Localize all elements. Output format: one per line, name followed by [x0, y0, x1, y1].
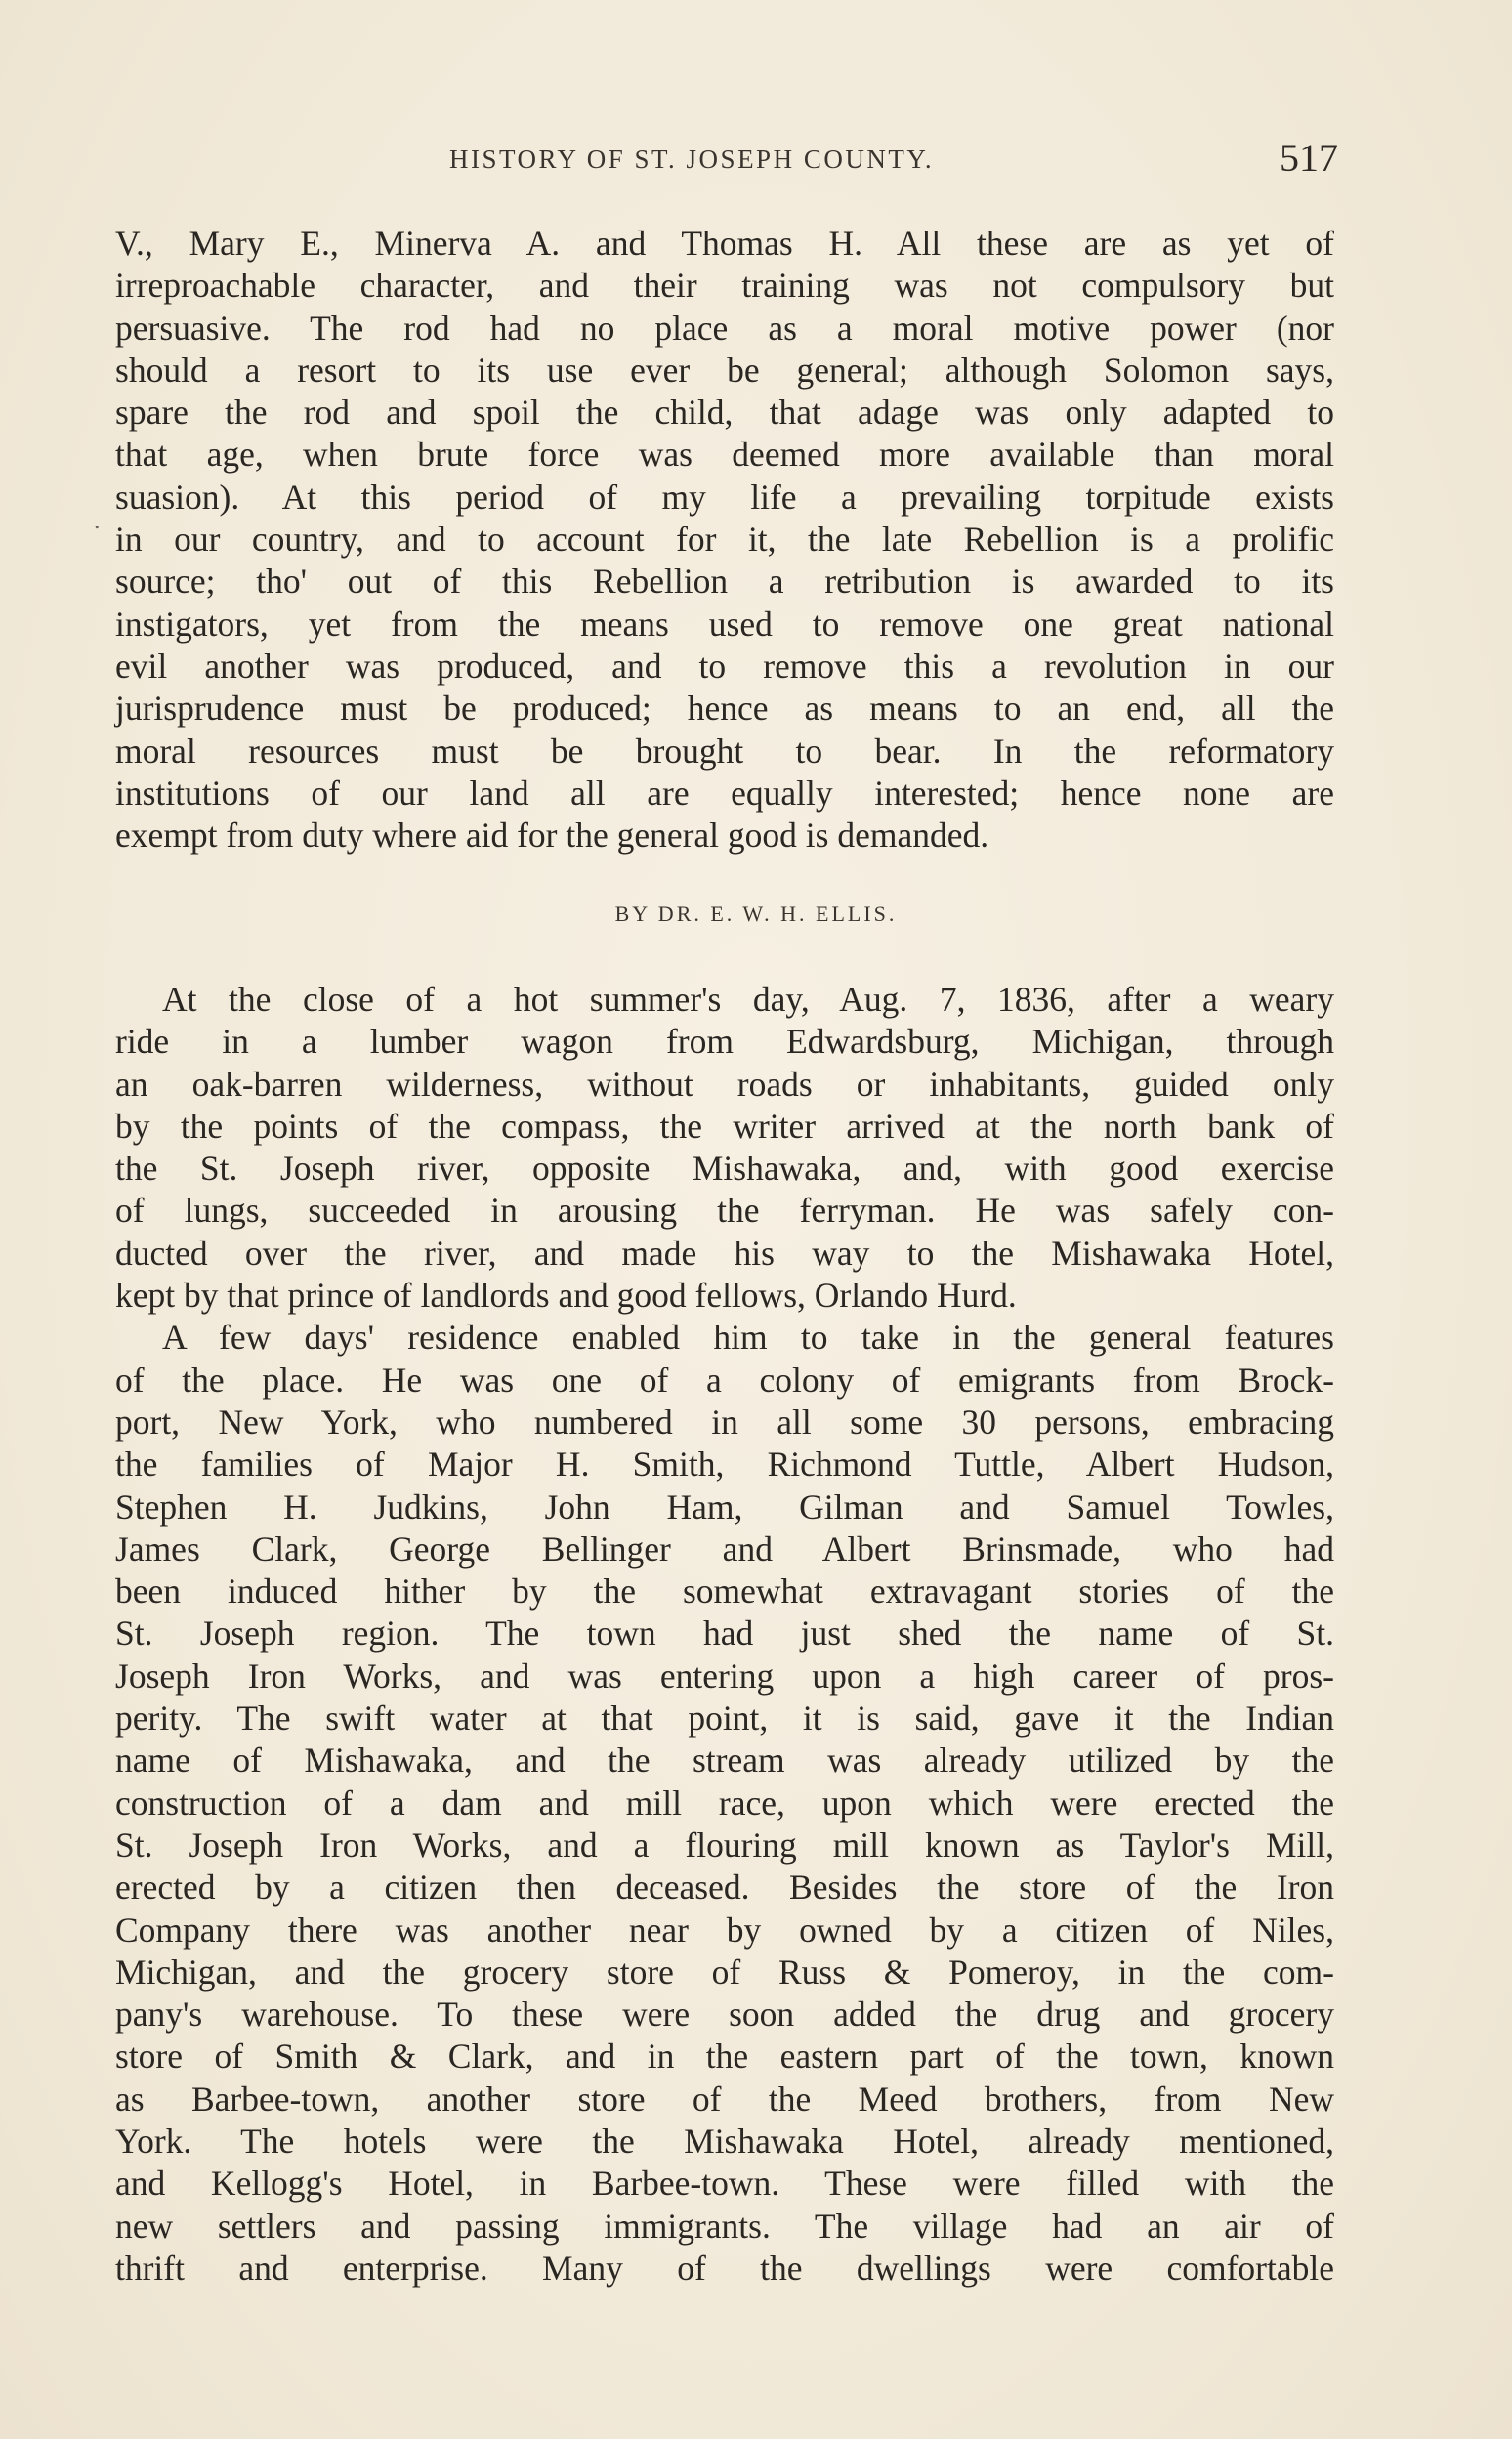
text-line: that age, when brute force was deemed more available than moral	[115, 435, 1334, 475]
text-line: Joseph Iron Works, and was entering upon a high career of pros-	[115, 1656, 1334, 1696]
text-line: erected by a citizen then deceased. Besides the store of the Iron	[115, 1868, 1334, 1908]
text-line: by the points of the compass, the writer arrived at the north bank of	[115, 1106, 1334, 1146]
text-line: ducted over the river, and made his way to the Mishawaka Hotel,	[115, 1233, 1334, 1273]
running-head: HISTORY OF ST. JOSEPH COUNTY.	[449, 145, 935, 174]
text-line: kept by that prince of landlords and good fellows, Orlando Hurd.	[115, 1276, 1017, 1316]
text-line: source; tho' out of this Rebellion a retribution is awarded to its	[115, 562, 1334, 602]
text-line: store of Smith & Clark, and in the eastern part of the town, known	[115, 2037, 1334, 2077]
page-number: 517	[1280, 136, 1338, 180]
paragraph-arrival	[115, 979, 1334, 1317]
text-section-continued	[115, 223, 1334, 857]
text-line: jurisprudence must be produced; hence as means to an end, all the	[115, 689, 1334, 729]
text-line: of the place. He was one of a colony of emigrants from Brock-	[115, 1360, 1334, 1400]
text-line: construction of a dam and mill race, upon which were erected the	[115, 1783, 1334, 1823]
text-line: perity. The swift water at that point, it is said, gave it the Indian	[115, 1699, 1334, 1739]
author-byline: BY DR. E. W. H. ELLIS.	[614, 902, 898, 926]
text-section-ellis	[115, 979, 1334, 2290]
text-line: exempt from duty where aid for the general good is demanded.	[115, 816, 989, 856]
text-line: the families of Major H. Smith, Richmond Tuttle, Albert Hudson,	[115, 1445, 1334, 1485]
text-line: suasion). At this period of my life a prevailing torpitude exists	[115, 477, 1334, 517]
text-line: V., Mary E., Minerva A. and Thomas H. All these are as yet of	[115, 224, 1334, 263]
text-line: name of Mishawaka, and the stream was already utilized by the	[115, 1741, 1334, 1781]
text-line: Stephen H. Judkins, John Ham, Gilman and Samuel Towles,	[115, 1487, 1334, 1527]
text-line: an oak-barren wilderness, without roads or inhabitants, guided only	[115, 1064, 1334, 1104]
margin-mark: .	[94, 506, 101, 534]
text-line: evil another was produced, and to remove this a revolution in our	[115, 646, 1334, 686]
text-line: St. Joseph Iron Works, and a flouring mill known as Taylor's Mill,	[115, 1825, 1334, 1865]
text-line: spare the rod and spoil the child, that adage was only adapted to	[115, 393, 1334, 433]
paragraph-colony	[115, 1317, 1334, 2290]
text-line: institutions of our land all are equally interested; hence none are	[115, 773, 1334, 813]
text-line: At the close of a hot summer's day, Aug. 7, 1836, after a weary	[162, 980, 1334, 1019]
text-line: irreproachable character, and their training was not compulsory but	[115, 266, 1334, 306]
text-line: persuasive. The rod had no place as a moral motive power (nor	[115, 308, 1334, 348]
text-line: as Barbee-town, another store of the Meed brothers, from New	[115, 2079, 1334, 2119]
text-line: thrift and enterprise. Many of the dwellings were comfortable	[115, 2248, 1334, 2288]
text-line: the St. Joseph river, opposite Mishawaka, and, with good exercise	[115, 1149, 1334, 1189]
text-line: should a resort to its use ever be general; although Solomon says,	[115, 350, 1334, 390]
text-line: York. The hotels were the Mishawaka Hotel, already mentioned,	[115, 2122, 1334, 2162]
text-line: in our country, and to account for it, the late Rebellion is a prolific	[115, 520, 1334, 560]
text-line: pany's warehouse. To these were soon added the drug and grocery	[115, 1995, 1334, 2035]
text-line: A few days' residence enabled him to take in the general features	[162, 1318, 1334, 1358]
text-line: of lungs, succeeded in arousing the ferryman. He was safely con-	[115, 1191, 1334, 1231]
text-line: Company there was another near by owned by a citizen of Niles,	[115, 1910, 1334, 1950]
text-line: port, New York, who numbered in all some 30 persons, embracing	[115, 1402, 1334, 1442]
paragraph-continued	[115, 223, 1334, 857]
text-line: St. Joseph region. The town had just shed the name of St.	[115, 1614, 1334, 1654]
text-line: James Clark, George Bellinger and Albert Brinsmade, who had	[115, 1529, 1334, 1569]
text-line: Michigan, and the grocery store of Russ & Pomeroy, in the com-	[115, 1952, 1334, 1992]
text-line: moral resources must be brought to bear. In the reformatory	[115, 731, 1334, 771]
text-line: instigators, yet from the means used to remove one great national	[115, 604, 1334, 644]
text-line: new settlers and passing immigrants. The village had an air of	[115, 2206, 1334, 2246]
text-line: ride in a lumber wagon from Edwardsburg, Michigan, through	[115, 1022, 1334, 1062]
text-line: been induced hither by the somewhat extravagant stories of the	[115, 1572, 1334, 1612]
text-line: and Kellogg's Hotel, in Barbee-town. These were filled with the	[115, 2164, 1334, 2204]
